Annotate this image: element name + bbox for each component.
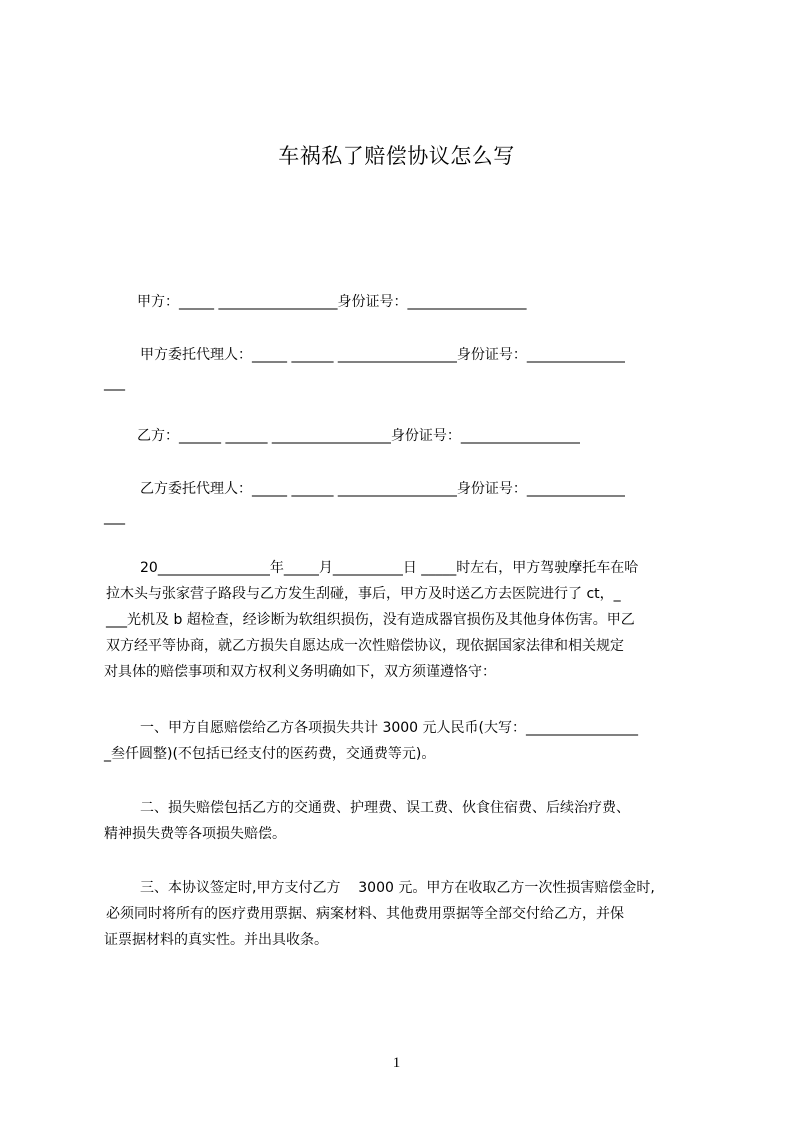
agent-b-line: 乙方委托代理人：_____ ______ _________________身份证号：______________ [140, 481, 625, 497]
intro-line: 20________________年_____月__________日 _____时左右，甲方驾驶摩托车在哈 [140, 560, 639, 576]
page-number: 1 [392, 1055, 401, 1071]
party-a-line: 甲方：_____ _________________身份证号：_________________ [137, 294, 527, 310]
clause-1-line: _叁仟圆整)(不包括已经支付的医药费，交通费等元)。 [104, 746, 436, 762]
clause-2-line: 精神损失费等各项损失赔偿。 [104, 826, 286, 842]
clause-3-line: 必须同时将所有的医疗费用票据、病案材料、其他费用票据等全部交付给乙方，并保 [106, 906, 624, 922]
party-b-line: 乙方：______ ______ _________________身份证号：_________________ [137, 428, 580, 444]
intro-line: 双方经平等协商，就乙方损失自愿达成一次性赔偿协议，现依据国家法律和相关规定 [106, 638, 624, 654]
clause-3-line: 三、本协议签定时,甲方支付乙方 3000 元。甲方在收取乙方一次性损害赔偿金时, [140, 880, 655, 896]
document-title: 车祸私了赔偿协议怎么写 [278, 144, 515, 168]
agent-a-line-cont: ___ [104, 375, 125, 391]
clause-2-line: 二、损失赔偿包括乙方的交通费、护理费、误工费、伙食住宿费、后续治疗费、 [140, 800, 630, 816]
intro-line: ___光机及 b 超检查，经诊断为软组织损伤，没有造成器官损伤及其他身体伤害。甲乙 [106, 612, 635, 628]
clause-1-line: 一、甲方自愿赔偿给乙方各项损失共计 3000 元人民币(大写：________________ [140, 720, 638, 736]
intro-line: 拉木头与张家营子路段与乙方发生刮碰，事后，甲方及时送乙方去医院进行了 ct，_ [106, 586, 621, 602]
agent-b-line-cont: ___ [104, 509, 125, 525]
agent-a-line: 甲方委托代理人：_____ ______ _________________身份证号：______________ [140, 347, 625, 363]
intro-line: 对具体的赔偿事项和双方权利义务明确如下，双方须谨遵恪守： [104, 664, 496, 680]
clause-3-line: 证票据材料的真实性。并出具收条。 [104, 932, 328, 948]
